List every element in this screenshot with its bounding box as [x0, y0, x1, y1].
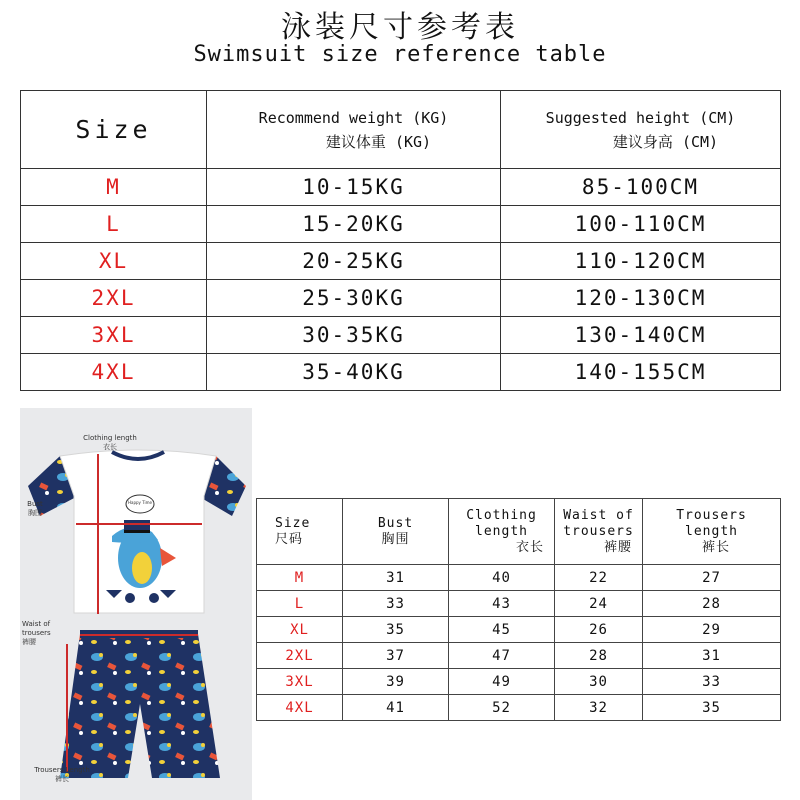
dino-badge-label: Happy Time — [128, 500, 152, 505]
header-size-en: Size — [275, 515, 311, 531]
weight-cell: 25-30KG — [207, 280, 501, 317]
waist-label: Waist of trousers 裤腰 — [22, 620, 51, 646]
weight-cell: 30-35KG — [207, 317, 501, 354]
clothing-cell: 43 — [449, 591, 555, 617]
header-height-en: Suggested height (CM) — [545, 108, 736, 127]
bust-arrow — [76, 523, 202, 525]
waist-cell: 28 — [555, 643, 643, 669]
size-cell: M — [21, 169, 207, 206]
trousers-cell: 35 — [643, 695, 781, 721]
trousers-cell: 28 — [643, 591, 781, 617]
clothing-length-label: Clothing length 衣长 — [83, 434, 137, 451]
trousers-length-label: Trousers Length 裤长 — [34, 766, 90, 783]
bust-cell: 37 — [343, 643, 449, 669]
table-row — [21, 317, 781, 354]
trousers-cell: 27 — [643, 565, 781, 591]
size-cell: XL — [21, 243, 207, 280]
header-clothing-length — [449, 499, 555, 565]
height-cell: 140-155CM — [501, 354, 781, 391]
header-bust — [343, 499, 449, 565]
header-clothing-cn: 衣长 — [515, 539, 544, 555]
header-size — [257, 499, 343, 565]
table-row — [257, 591, 781, 617]
waist-cell: 30 — [555, 669, 643, 695]
table-row — [257, 565, 781, 591]
header-trousers-length — [643, 499, 781, 565]
table-row — [257, 695, 781, 721]
table-header-row — [257, 499, 781, 565]
size-cell: XL — [257, 617, 343, 643]
table-row — [257, 643, 781, 669]
size-weight-height-table — [20, 90, 781, 391]
table-row — [21, 354, 781, 391]
size-cell: L — [21, 206, 207, 243]
header-weight-en: Recommend weight (KG) — [258, 108, 449, 127]
size-cell: 4XL — [21, 354, 207, 391]
height-cell: 85-100CM — [501, 169, 781, 206]
header-weight — [207, 91, 501, 169]
size-cell: 2XL — [21, 280, 207, 317]
header-trousers-en: Trousers length — [676, 507, 747, 539]
table-row — [21, 169, 781, 206]
clothing-cell: 40 — [449, 565, 555, 591]
header-bust-en: Bust — [377, 515, 414, 531]
header-waist-en: Waist of trousers — [563, 507, 634, 539]
page-title-cn: 泳装尺寸参考表 — [281, 10, 519, 45]
clothing-cell: 49 — [449, 669, 555, 695]
bust-cell: 33 — [343, 591, 449, 617]
header-size: Size — [21, 91, 207, 169]
bust-cell: 31 — [343, 565, 449, 591]
waist-arrow — [80, 634, 198, 636]
trousers-length-arrow — [66, 644, 68, 772]
weight-cell: 35-40KG — [207, 354, 501, 391]
table-row — [257, 669, 781, 695]
size-cell: 3XL — [257, 669, 343, 695]
trousers-cell: 29 — [643, 617, 781, 643]
bust-cell: 41 — [343, 695, 449, 721]
header-size-cn: 尺码 — [275, 531, 304, 547]
table-row — [257, 617, 781, 643]
header-waist-cn: 裤腰 — [603, 539, 632, 555]
clothing-cell: 47 — [449, 643, 555, 669]
size-cell: L — [257, 591, 343, 617]
swimsuit-illustration — [20, 408, 252, 800]
waist-cell: 22 — [555, 565, 643, 591]
clothing-cell: 52 — [449, 695, 555, 721]
waist-cell: 24 — [555, 591, 643, 617]
height-cell: 100-110CM — [501, 206, 781, 243]
height-cell: 120-130CM — [501, 280, 781, 317]
weight-cell: 10-15KG — [207, 169, 501, 206]
size-cell: 3XL — [21, 317, 207, 354]
clothing-cell: 45 — [449, 617, 555, 643]
header-waist — [555, 499, 643, 565]
header-height — [501, 91, 781, 169]
waist-cell: 26 — [555, 617, 643, 643]
header-bust-cn: 胸围 — [381, 531, 410, 547]
page-title-en: Swimsuit size reference table — [193, 42, 607, 67]
table-row — [21, 206, 781, 243]
header-trousers-cn: 裤长 — [701, 539, 730, 555]
trousers-cell: 33 — [643, 669, 781, 695]
header-clothing-en: Clothing length — [466, 507, 537, 539]
table-row — [21, 280, 781, 317]
size-cell: M — [257, 565, 343, 591]
height-cell: 110-120CM — [501, 243, 781, 280]
size-cell: 4XL — [257, 695, 343, 721]
bust-cell: 39 — [343, 669, 449, 695]
header-height-cn: 建议身高 (CM) — [612, 132, 719, 151]
garment-measurement-table — [256, 498, 781, 721]
size-cell: 2XL — [257, 643, 343, 669]
clothing-length-arrow — [97, 454, 99, 614]
height-cell: 130-140CM — [501, 317, 781, 354]
weight-cell: 20-25KG — [207, 243, 501, 280]
bust-cell: 35 — [343, 617, 449, 643]
table-row — [21, 243, 781, 280]
waist-cell: 32 — [555, 695, 643, 721]
bust-label: Bust 胸围 — [27, 500, 43, 517]
table-header-row — [21, 91, 781, 169]
header-weight-cn: 建议体重 (KG) — [325, 132, 432, 151]
weight-cell: 15-20KG — [207, 206, 501, 243]
product-image-panel — [20, 408, 252, 800]
trousers-cell: 31 — [643, 643, 781, 669]
